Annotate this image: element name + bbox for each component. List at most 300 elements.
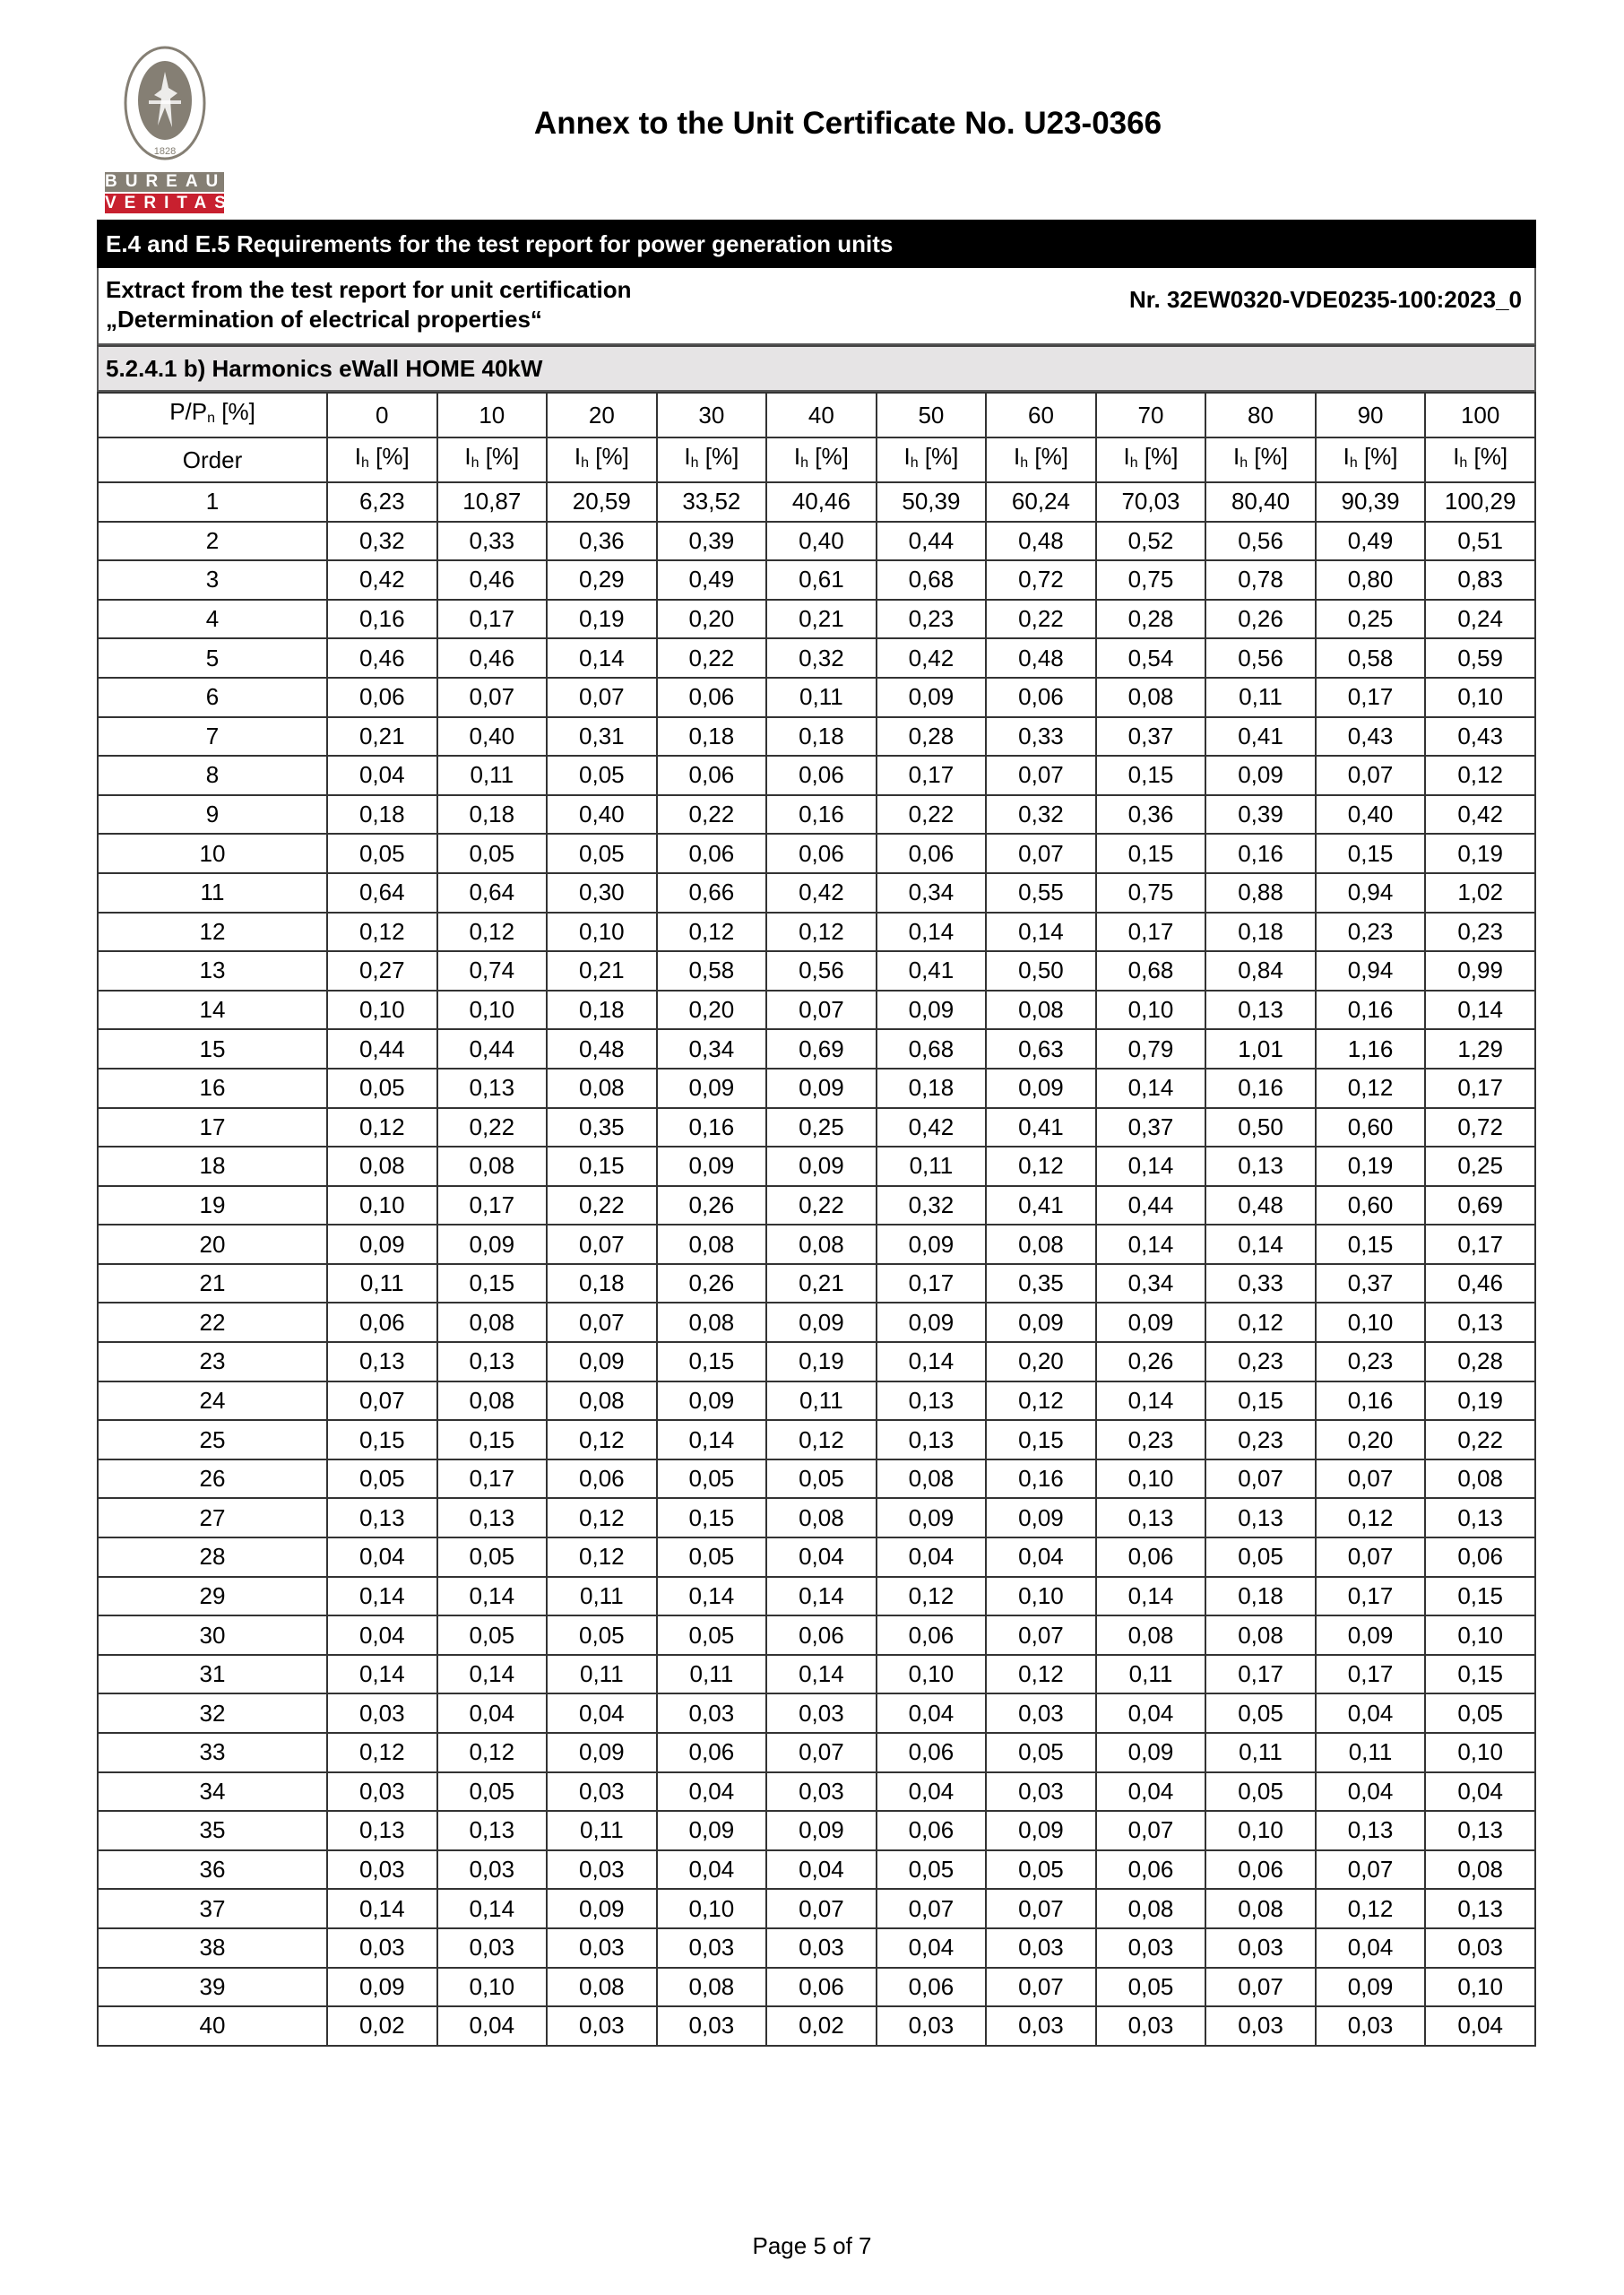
table-row [98,600,1535,639]
harmonic-value: 0,60 [1316,1108,1426,1148]
harmonic-value: 0,11 [1096,1655,1206,1694]
harmonic-value: 0,12 [766,1420,877,1459]
svg-text:1828: 1828 [153,146,177,157]
harmonic-value: 0,11 [766,678,877,717]
harmonic-value: 0,12 [657,913,767,952]
harmonic-value: 0,06 [877,1615,987,1655]
table-row [98,1850,1535,1890]
harmonic-value: 0,03 [1205,2006,1316,2046]
table-row [98,678,1535,717]
harmonic-value: 0,49 [1316,522,1426,561]
harmonic-value: 0,33 [437,522,548,561]
harmonic-value: 0,02 [766,2006,877,2046]
harmonic-value: 0,02 [327,2006,437,2046]
harmonic-value: 0,79 [1096,1029,1206,1069]
harmonic-value: 0,61 [766,560,877,600]
harmonic-value: 0,12 [1425,756,1535,795]
harmonic-value: 0,03 [547,2006,657,2046]
harmonic-value: 0,06 [877,1811,987,1850]
harmonic-value: 0,06 [877,1733,987,1772]
harmonic-value: 0,09 [877,991,987,1030]
harmonic-value: 0,13 [1205,991,1316,1030]
table-row [98,795,1535,835]
harmonic-order: 29 [98,1577,327,1616]
harmonic-order: 1 [98,482,327,522]
harmonic-value: 0,09 [1205,756,1316,795]
harmonic-value: 0,14 [766,1655,877,1694]
harmonic-value: 0,84 [1205,951,1316,991]
harmonic-value: 0,07 [1316,1850,1426,1890]
harmonic-value: 0,10 [327,1186,437,1225]
harmonic-value: 0,09 [766,1147,877,1186]
harmonic-value: 0,37 [1096,717,1206,757]
harmonic-order: 5 [98,638,327,678]
harmonic-value: 0,07 [547,1303,657,1342]
harmonic-value: 0,07 [547,1225,657,1264]
harmonic-value: 0,16 [766,795,877,835]
harmonic-value: 0,39 [1205,795,1316,835]
harmonic-value: 0,13 [327,1342,437,1381]
harmonic-value: 0,11 [877,1147,987,1186]
power-level-header: 70 [1096,393,1206,437]
harmonic-value: 6,23 [327,482,437,522]
harmonic-value: 0,10 [1205,1811,1316,1850]
harmonic-value: 0,17 [437,600,548,639]
harmonic-value: 0,39 [657,522,767,561]
harmonic-value: 0,11 [1205,1733,1316,1772]
harmonic-value: 0,17 [437,1459,548,1499]
harmonic-value: 10,87 [437,482,548,522]
harmonic-value: 0,07 [986,1968,1096,2007]
harmonic-value: 0,44 [877,522,987,561]
table-row [98,1772,1535,1812]
harmonic-current-unit: $I_h$ [%] [327,437,437,482]
harmonic-value: 0,07 [766,1889,877,1928]
harmonic-order: 16 [98,1069,327,1108]
harmonic-value: 0,09 [547,1889,657,1928]
harmonic-value: 0,49 [657,560,767,600]
harmonic-value: 0,44 [437,1029,548,1069]
harmonic-value: 0,60 [1316,1186,1426,1225]
harmonic-value: 0,15 [547,1147,657,1186]
harmonic-value: 0,08 [1096,1615,1206,1655]
harmonic-value: 0,17 [877,756,987,795]
harmonic-value: 0,46 [437,638,548,678]
harmonic-value: 0,04 [877,1772,987,1812]
harmonic-value: 0,08 [437,1303,548,1342]
page-number: Page 5 of 7 [752,2232,872,2259]
harmonic-value: 0,10 [437,1968,548,2007]
harmonic-value: 0,05 [327,834,437,873]
harmonic-value: 0,07 [766,1733,877,1772]
harmonic-value: 0,07 [986,1615,1096,1655]
harmonic-value: 0,07 [547,678,657,717]
harmonic-value: 0,08 [766,1225,877,1264]
harmonic-value: 0,04 [1096,1772,1206,1812]
harmonic-value: 0,94 [1316,873,1426,913]
harmonic-value: 0,51 [1425,522,1535,561]
harmonic-value: 0,24 [1425,600,1535,639]
harmonic-value: 0,16 [1205,834,1316,873]
harmonic-value: 0,05 [986,1850,1096,1890]
harmonic-order: 33 [98,1733,327,1772]
harmonic-order: 9 [98,795,327,835]
harmonic-value: 0,05 [657,1615,767,1655]
harmonic-value: 0,14 [657,1577,767,1616]
harmonic-value: 0,03 [986,1772,1096,1812]
harmonic-value: 0,12 [1316,1889,1426,1928]
harmonic-value: 0,11 [327,1264,437,1303]
harmonic-value: 0,18 [657,717,767,757]
harmonic-value: 0,28 [1425,1342,1535,1381]
table-row [98,991,1535,1030]
table-row [98,1147,1535,1186]
harmonic-value: 1,16 [1316,1029,1426,1069]
harmonic-value: 0,17 [1096,913,1206,952]
harmonic-value: 0,20 [657,991,767,1030]
harmonic-order: 31 [98,1655,327,1694]
harmonic-value: 0,04 [327,1615,437,1655]
harmonic-value: 0,13 [1425,1889,1535,1928]
harmonic-value: 0,03 [657,1928,767,1968]
harmonic-value: 0,75 [1096,873,1206,913]
report-number: Nr. 32EW0320-VDE0235-100:2023_0 [1129,286,1522,313]
harmonic-value: 0,13 [327,1811,437,1850]
harmonic-current-unit: $I_h$ [%] [1425,437,1535,482]
harmonic-value: 0,03 [327,1850,437,1890]
harmonic-order: 24 [98,1381,327,1421]
harmonic-value: 0,29 [547,560,657,600]
harmonic-value: 0,13 [1425,1303,1535,1342]
harmonic-value: 0,15 [986,1420,1096,1459]
harmonic-value: 0,22 [657,795,767,835]
harmonic-value: 0,41 [986,1186,1096,1225]
harmonic-value: 0,17 [437,1186,548,1225]
harmonic-value: 0,18 [1205,913,1316,952]
harmonic-value: 0,14 [1096,1069,1206,1108]
harmonic-value: 0,16 [1205,1069,1316,1108]
harmonic-value: 0,12 [327,1108,437,1148]
harmonic-value: 0,17 [1316,678,1426,717]
harmonic-value: 0,19 [766,1342,877,1381]
harmonic-value: 0,19 [1425,834,1535,873]
harmonic-value: 0,27 [327,951,437,991]
harmonic-value: 0,78 [1205,560,1316,600]
harmonic-current-unit: $I_h$ [%] [1205,437,1316,482]
harmonic-value: 0,48 [547,1029,657,1069]
harmonic-value: 0,13 [1316,1811,1426,1850]
harmonic-value: 0,09 [986,1811,1096,1850]
harmonic-value: 0,33 [1205,1264,1316,1303]
harmonic-value: 0,69 [766,1029,877,1069]
harmonic-value: 0,06 [766,834,877,873]
harmonic-value: 0,11 [437,756,548,795]
harmonic-value: 0,12 [1205,1303,1316,1342]
harmonic-value: 0,14 [547,638,657,678]
harmonic-value: 0,21 [766,600,877,639]
harmonic-current-unit: $I_h$ [%] [547,437,657,482]
harmonic-value: 0,22 [437,1108,548,1148]
harmonic-value: 1,02 [1425,873,1535,913]
table-row [98,1225,1535,1264]
harmonic-value: 0,18 [547,991,657,1030]
harmonic-order: 27 [98,1498,327,1537]
harmonic-order: 39 [98,1968,327,2007]
harmonic-value: 0,23 [1316,913,1426,952]
harmonic-order: 18 [98,1147,327,1186]
harmonic-value: 0,04 [1425,2006,1535,2046]
document-title: Annex to the Unit Certificate No. U23-0366 [533,106,1162,141]
harmonic-order: 6 [98,678,327,717]
harmonic-order: 13 [98,951,327,991]
harmonic-value: 0,64 [437,873,548,913]
harmonic-order: 22 [98,1303,327,1342]
table-row [98,1029,1535,1069]
harmonic-order: 23 [98,1342,327,1381]
harmonic-value: 0,13 [1205,1498,1316,1537]
harmonic-value: 0,22 [657,638,767,678]
harmonic-value: 0,31 [547,717,657,757]
harmonic-value: 0,11 [547,1577,657,1616]
table-row [98,560,1535,600]
harmonic-value: 0,56 [1205,638,1316,678]
harmonic-value: 0,26 [1205,600,1316,639]
harmonic-value: 0,28 [877,717,987,757]
certificate-frame [97,220,1536,2047]
harmonic-value: 0,07 [1316,1459,1426,1499]
harmonic-value: 0,10 [1425,1733,1535,1772]
harmonic-value: 0,23 [877,600,987,639]
harmonic-value: 0,08 [1425,1850,1535,1890]
seal-icon [122,45,208,161]
harmonic-value: 0,54 [1096,638,1206,678]
harmonic-value: 0,18 [766,717,877,757]
harmonic-value: 0,05 [1205,1693,1316,1733]
harmonic-value: 80,40 [1205,482,1316,522]
harmonic-value: 0,08 [327,1147,437,1186]
harmonic-value: 0,56 [766,951,877,991]
harmonic-value: 0,14 [1096,1225,1206,1264]
harmonic-value: 0,03 [657,1693,767,1733]
harmonic-value: 0,03 [437,1850,548,1890]
harmonic-value: 0,94 [1316,951,1426,991]
harmonic-value: 0,12 [766,913,877,952]
table-row [98,1537,1535,1577]
harmonic-value: 0,14 [437,1577,548,1616]
harmonic-value: 0,13 [877,1381,987,1421]
harmonic-value: 0,08 [657,1303,767,1342]
harmonic-value: 0,34 [877,873,987,913]
table-row [98,1459,1535,1499]
harmonic-order: 28 [98,1537,327,1577]
harmonic-value: 0,55 [986,873,1096,913]
harmonic-value: 0,09 [547,1342,657,1381]
table-row [98,1498,1535,1537]
harmonic-value: 0,23 [1205,1420,1316,1459]
harmonic-value: 0,05 [437,834,548,873]
harmonic-value: 0,13 [1096,1498,1206,1537]
harmonic-value: 0,44 [327,1029,437,1069]
harmonic-value: 0,12 [547,1537,657,1577]
logo-bureau-text: BUREAU [105,172,227,191]
harmonic-current-unit: $I_h$ [%] [1316,437,1426,482]
harmonic-value: 0,48 [986,522,1096,561]
harmonic-value: 0,05 [986,1733,1096,1772]
harmonic-value: 100,29 [1425,482,1535,522]
harmonic-order: 40 [98,2006,327,2046]
harmonic-value: 0,10 [1425,678,1535,717]
harmonic-value: 1,29 [1425,1029,1535,1069]
harmonic-value: 0,25 [1316,600,1426,639]
harmonic-value: 0,08 [547,1069,657,1108]
harmonic-value: 0,13 [437,1498,548,1537]
harmonic-value: 0,64 [327,873,437,913]
harmonic-value: 0,34 [657,1029,767,1069]
harmonic-value: 0,15 [1425,1655,1535,1694]
harmonic-value: 0,04 [1316,1693,1426,1733]
harmonic-order: 34 [98,1772,327,1812]
harmonic-order: 21 [98,1264,327,1303]
harmonic-value: 0,15 [1316,1225,1426,1264]
harmonic-value: 0,41 [986,1108,1096,1148]
harmonic-value: 0,99 [1425,951,1535,991]
harmonic-order: 32 [98,1693,327,1733]
harmonic-value: 0,03 [1096,2006,1206,2046]
harmonic-value: 0,09 [766,1069,877,1108]
harmonic-value: 0,17 [877,1264,987,1303]
table-row [98,1186,1535,1225]
harmonic-value: 0,07 [986,756,1096,795]
harmonic-order: 37 [98,1889,327,1928]
harmonic-value: 0,05 [766,1459,877,1499]
harmonic-value: 60,24 [986,482,1096,522]
harmonic-value: 0,09 [657,1147,767,1186]
harmonic-order: 3 [98,560,327,600]
order-label: Order [98,437,327,482]
harmonic-value: 0,80 [1316,560,1426,600]
table-row [98,1577,1535,1616]
harmonic-value: 0,06 [1096,1850,1206,1890]
harmonic-order: 19 [98,1186,327,1225]
harmonic-value: 0,75 [1096,560,1206,600]
harmonic-value: 0,09 [986,1069,1096,1108]
harmonic-value: 0,09 [877,1225,987,1264]
table-row [98,2006,1535,2046]
harmonic-value: 0,14 [1096,1381,1206,1421]
harmonic-current-unit: $I_h$ [%] [657,437,767,482]
harmonic-value: 0,07 [1316,756,1426,795]
harmonic-value: 0,08 [1205,1615,1316,1655]
harmonic-value: 0,14 [1096,1147,1206,1186]
harmonic-value: 0,14 [327,1577,437,1616]
harmonic-value: 0,09 [1316,1968,1426,2007]
harmonic-value: 0,05 [1425,1693,1535,1733]
harmonic-value: 0,19 [1425,1381,1535,1421]
harmonic-value: 0,04 [437,1693,548,1733]
harmonic-value: 0,03 [547,1928,657,1968]
harmonic-value: 0,03 [766,1772,877,1812]
harmonic-value: 0,08 [547,1381,657,1421]
harmonic-value: 0,05 [1205,1772,1316,1812]
harmonic-value: 0,05 [437,1615,548,1655]
harmonic-value: 0,14 [986,913,1096,952]
harmonic-value: 0,42 [877,638,987,678]
harmonic-current-unit: $I_h$ [%] [766,437,877,482]
harmonic-value: 0,22 [986,600,1096,639]
harmonic-value: 0,50 [986,951,1096,991]
harmonic-value: 0,03 [1316,2006,1426,2046]
harmonic-value: 0,44 [1096,1186,1206,1225]
harmonic-value: 0,15 [1205,1381,1316,1421]
harmonic-value: 0,15 [327,1420,437,1459]
harmonic-value: 0,03 [327,1693,437,1733]
harmonic-value: 0,21 [327,717,437,757]
extract-line-1: Extract from the test report for unit certification [106,276,632,303]
harmonic-value: 0,09 [877,678,987,717]
harmonic-value: 0,06 [1096,1537,1206,1577]
harmonic-value: 0,17 [1425,1225,1535,1264]
harmonic-value: 0,12 [986,1655,1096,1694]
harmonic-value: 0,16 [1316,1381,1426,1421]
harmonic-value: 0,12 [1316,1498,1426,1537]
harmonic-value: 0,32 [327,522,437,561]
requirements-bar: E.4 and E.5 Requirements for the test report for power generation units [97,220,1536,268]
harmonic-value: 0,32 [877,1186,987,1225]
harmonic-value: 70,03 [1096,482,1206,522]
harmonic-order: 4 [98,600,327,639]
harmonic-value: 0,03 [657,2006,767,2046]
harmonic-value: 0,14 [327,1655,437,1694]
harmonic-value: 0,09 [986,1498,1096,1537]
table-row [98,1615,1535,1655]
harmonic-value: 0,04 [986,1537,1096,1577]
power-level-header: 90 [1316,393,1426,437]
harmonic-value: 0,20 [1316,1420,1426,1459]
harmonic-value: 0,14 [1096,1577,1206,1616]
harmonic-value: 0,09 [657,1811,767,1850]
harmonic-value: 0,06 [547,1459,657,1499]
harmonic-value: 0,09 [986,1303,1096,1342]
power-header-label: $P/P_n$ [%] [98,393,327,437]
harmonic-value: 0,03 [1205,1928,1316,1968]
harmonic-value: 0,63 [986,1029,1096,1069]
harmonic-value: 0,18 [877,1069,987,1108]
harmonic-value: 0,17 [1316,1655,1426,1694]
harmonic-value: 0,42 [766,873,877,913]
harmonic-value: 0,04 [437,2006,548,2046]
harmonic-value: 0,13 [327,1498,437,1537]
harmonic-value: 0,14 [437,1889,548,1928]
harmonic-value: 0,22 [766,1186,877,1225]
harmonic-value: 0,18 [437,795,548,835]
harmonic-value: 0,12 [547,1498,657,1537]
harmonic-value: 0,06 [1425,1537,1535,1577]
harmonic-value: 0,40 [437,717,548,757]
harmonic-value: 0,07 [437,678,548,717]
harmonic-value: 0,11 [766,1381,877,1421]
harmonic-value: 0,05 [657,1537,767,1577]
harmonic-value: 0,03 [327,1772,437,1812]
harmonic-order: 15 [98,1029,327,1069]
harmonic-value: 0,12 [877,1577,987,1616]
harmonic-value: 0,11 [547,1655,657,1694]
harmonic-value: 0,17 [1316,1577,1426,1616]
harmonic-current-unit: $I_h$ [%] [1096,437,1206,482]
harmonic-value: 0,23 [1425,913,1535,952]
harmonic-value: 0,48 [986,638,1096,678]
harmonic-value: 0,05 [657,1459,767,1499]
harmonic-value: 0,46 [437,560,548,600]
